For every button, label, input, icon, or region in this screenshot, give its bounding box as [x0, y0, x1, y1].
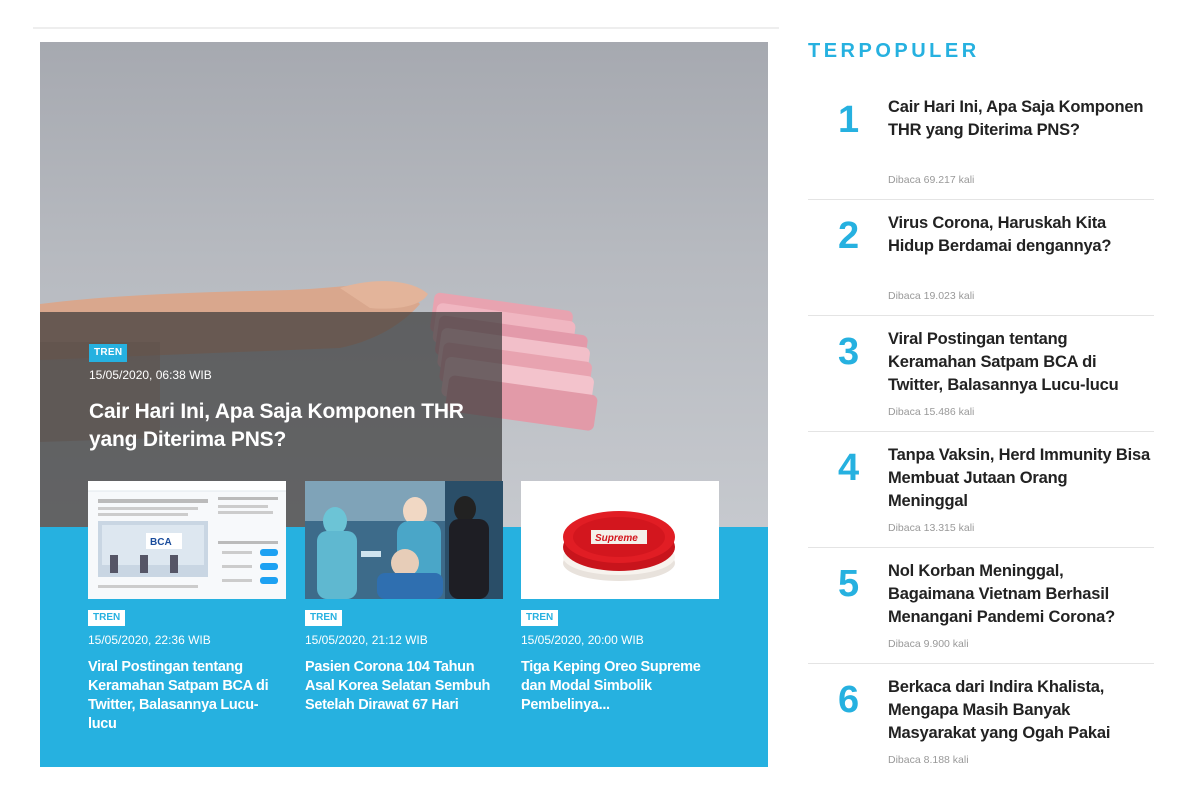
twitter-screenshot-illustration	[88, 481, 286, 599]
popular-read-count: Dibaca 19.023 kali	[888, 290, 975, 302]
popular-sidebar	[808, 40, 1154, 766]
news-card-image[interactable]	[305, 481, 503, 599]
popular-read-count: Dibaca 69.217 kali	[888, 174, 975, 186]
popular-title[interactable]: Viral Postingan tentang Keramahan Satpam BCA di Twitter, Balasannya Lucu-lucu	[888, 330, 1119, 394]
popular-read-count: Dibaca 9.900 kali	[888, 638, 969, 650]
featured-section	[40, 42, 768, 767]
popular-rank: 6	[838, 679, 860, 721]
popular-rank: 4	[838, 447, 860, 489]
news-card[interactable]	[88, 481, 286, 734]
featured-date: 15/05/2020, 06:38 WIB	[89, 368, 212, 382]
divider	[808, 547, 1154, 548]
news-card-date: 15/05/2020, 22:36 WIB	[88, 633, 211, 647]
popular-rank: 1	[838, 99, 860, 141]
card1-image-text: BCA	[150, 537, 172, 548]
news-card-title[interactable]: Pasien Corona 104 Tahun Asal Korea Selatan Sembuh Setelah Dirawat 67 Hari	[305, 659, 491, 713]
news-card-title[interactable]: Tiga Keping Oreo Supreme dan Modal Simbolik Pembelinya...	[521, 659, 701, 713]
popular-read-count: Dibaca 8.188 kali	[888, 754, 969, 766]
news-card-tag[interactable]: TREN	[521, 610, 558, 626]
news-card[interactable]	[521, 481, 719, 715]
popular-rank: 5	[838, 563, 860, 605]
featured-tag[interactable]: TREN	[89, 344, 127, 362]
news-card-date: 15/05/2020, 20:00 WIB	[521, 633, 644, 647]
popular-heading: TERPOPULER	[808, 40, 980, 62]
popular-title[interactable]: Cair Hari Ini, Apa Saja Komponen THR yang Diterima PNS?	[888, 98, 1144, 139]
popular-title[interactable]: Virus Corona, Haruskah Kita Hidup Berdamai dengannya?	[888, 214, 1112, 255]
divider	[808, 431, 1154, 432]
divider	[808, 315, 1154, 316]
popular-rank: 3	[838, 331, 860, 373]
divider	[808, 199, 1154, 200]
news-card[interactable]	[305, 481, 503, 715]
popular-title[interactable]: Nol Korban Meninggal, Bagaimana Vietnam Berhasil Menangani Pandemi Corona?	[888, 562, 1115, 626]
news-card-title[interactable]: Viral Postingan tentang Keramahan Satpam BCA di Twitter, Balasannya Lucu-lucu	[88, 659, 269, 732]
news-card-image[interactable]	[88, 481, 286, 599]
oreo-cookie-illustration	[521, 481, 719, 599]
popular-rank: 2	[838, 215, 860, 257]
popular-read-count: Dibaca 15.486 kali	[888, 406, 975, 418]
news-card-tag[interactable]: TREN	[305, 610, 342, 626]
popular-read-count: Dibaca 13.315 kali	[888, 522, 975, 534]
divider	[808, 663, 1154, 664]
news-card-tag[interactable]: TREN	[88, 610, 125, 626]
featured-title[interactable]: Cair Hari Ini, Apa Saja Komponen THR yang Diterima PNS?	[89, 400, 464, 451]
hospital-photo-illustration	[305, 481, 503, 599]
news-card-image[interactable]	[521, 481, 719, 599]
card3-image-text: Supreme	[595, 533, 638, 544]
popular-title[interactable]: Tanpa Vaksin, Herd Immunity Bisa Membuat Jutaan Orang Meninggal	[888, 446, 1150, 510]
popular-title[interactable]: Berkaca dari Indira Khalista, Mengapa Masih Banyak Masyarakat yang Ogah Pakai	[888, 678, 1111, 742]
news-card-date: 15/05/2020, 21:12 WIB	[305, 633, 428, 647]
top-divider	[33, 27, 779, 29]
